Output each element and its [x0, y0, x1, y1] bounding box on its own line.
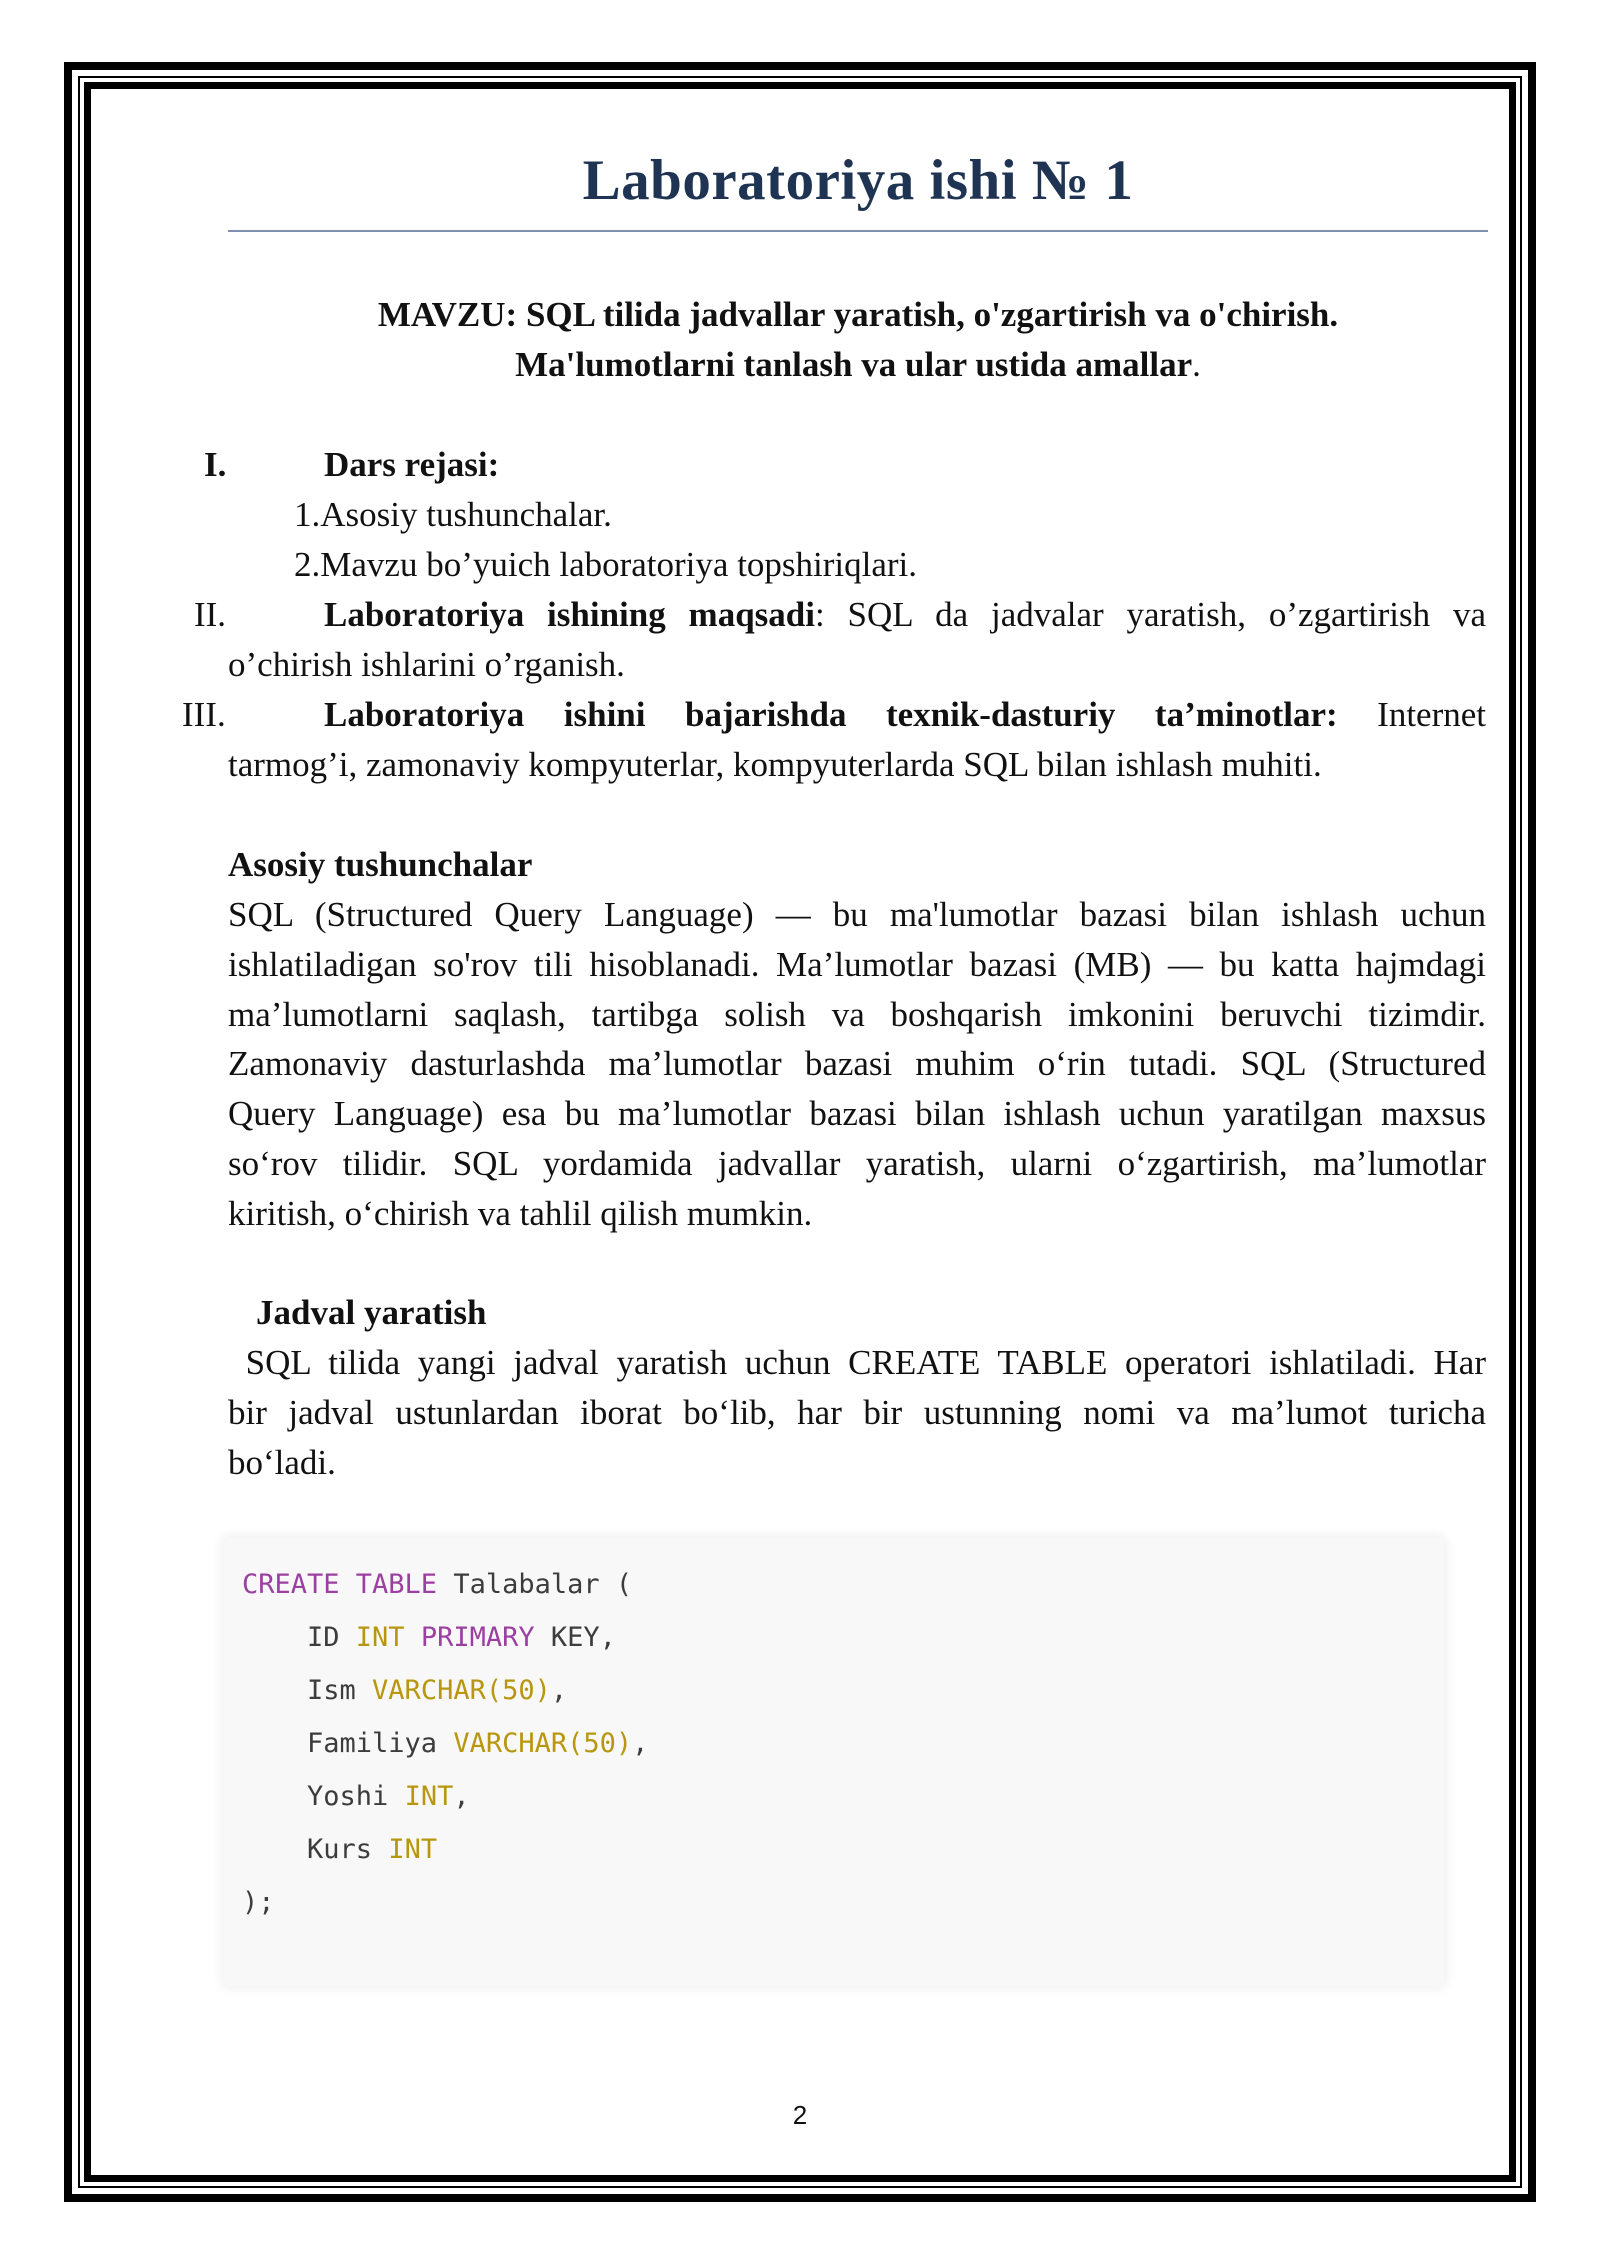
- section-number-1: I.: [204, 445, 227, 484]
- goal-line-2: o’chirish ishlarini o’rganish.: [228, 645, 625, 684]
- page-number: 2: [792, 2100, 808, 2130]
- section-number-3: III.: [182, 695, 226, 734]
- basics-line: ishlatiladigan so'rov tili hisoblanadi. Ma’lumotlar bazasi (MB) — bu katta hajmdagi: [228, 944, 1486, 984]
- basics-heading: Asosiy tushunchalar: [228, 845, 533, 884]
- table-section-line: SQL tilida yangi jadval yaratish uchun CREATE TABLE operatori ishlatiladi. Har: [228, 1343, 1486, 1382]
- topic-line-2: Ma'lumotlarni tanlash va ular ustida amallar.: [515, 345, 1201, 384]
- basics-line: kiritish, o‘chirish va tahlil qilish mumkin.: [228, 1193, 813, 1233]
- goal-line-1: Laboratoriya ishining maqsadi: SQL da jadvalar yaratish, o’zgartirish va: [324, 595, 1486, 634]
- sql-code: CREATE TABLE Talabalar ( ID INT PRIMARY KEY, Ism VARCHAR(50), Familiya VARCHAR(50), Yoshi INT, Kurs INT );: [242, 1569, 649, 1918]
- title-underline: [228, 230, 1488, 232]
- page-title: Laboratoriya ishi № 1: [582, 149, 1134, 212]
- sql-code-block: [224, 1538, 1444, 1986]
- plan-item-1: 1.Asosiy tushunchalar.: [294, 495, 612, 534]
- basics-line: ma’lumotlarni saqlash, tartibga solish va boshqarish imkonini beruvchi tizimdir.: [228, 994, 1486, 1034]
- table-section-paragraph: [228, 1338, 1486, 1487]
- basics-paragraph: [228, 890, 1486, 1239]
- basics-line: Query Language) esa bu ma’lumotlar bazasi bilan ishlash uchun yaratilgan maxsus: [228, 1094, 1486, 1134]
- section-number-2: II.: [194, 595, 227, 634]
- tech-line-2: tarmog’i, zamonaviy kompyuterlar, kompyuterlarda SQL bilan ishlash muhiti.: [228, 745, 1322, 784]
- basics-line: SQL (Structured Query Language) — bu ma'lumotlar bazasi bilan ishlash uchun: [228, 895, 1486, 934]
- table-section-line: bir jadval ustunlardan iborat bo‘lib, har bir ustunning nomi va ma’lumot turicha: [228, 1392, 1486, 1432]
- table-section-heading: Jadval yaratish: [256, 1293, 487, 1332]
- plan-item-2: 2.Mavzu bo’yuich laboratoriya topshiriqlari.: [294, 545, 918, 584]
- plan-heading: Dars rejasi:: [324, 445, 500, 484]
- topic-line-1: MAVZU: SQL tilida jadvallar yaratish, o'zgartirish va o'chirish.: [377, 295, 1339, 334]
- basics-line: Zamonaviy dasturlashda ma’lumotlar bazasi muhim o‘rin tutadi. SQL (Structured: [228, 1044, 1486, 1084]
- tech-line-1: Laboratoriya ishini bajarishda texnik-dasturiy ta’minotlar: Internet: [324, 695, 1486, 734]
- basics-line: so‘rov tilidir. SQL yordamida jadvallar yaratish, ularni o‘zgartirish, ma’lumotlar: [228, 1143, 1486, 1183]
- table-section-line: bo‘ladi.: [228, 1442, 336, 1482]
